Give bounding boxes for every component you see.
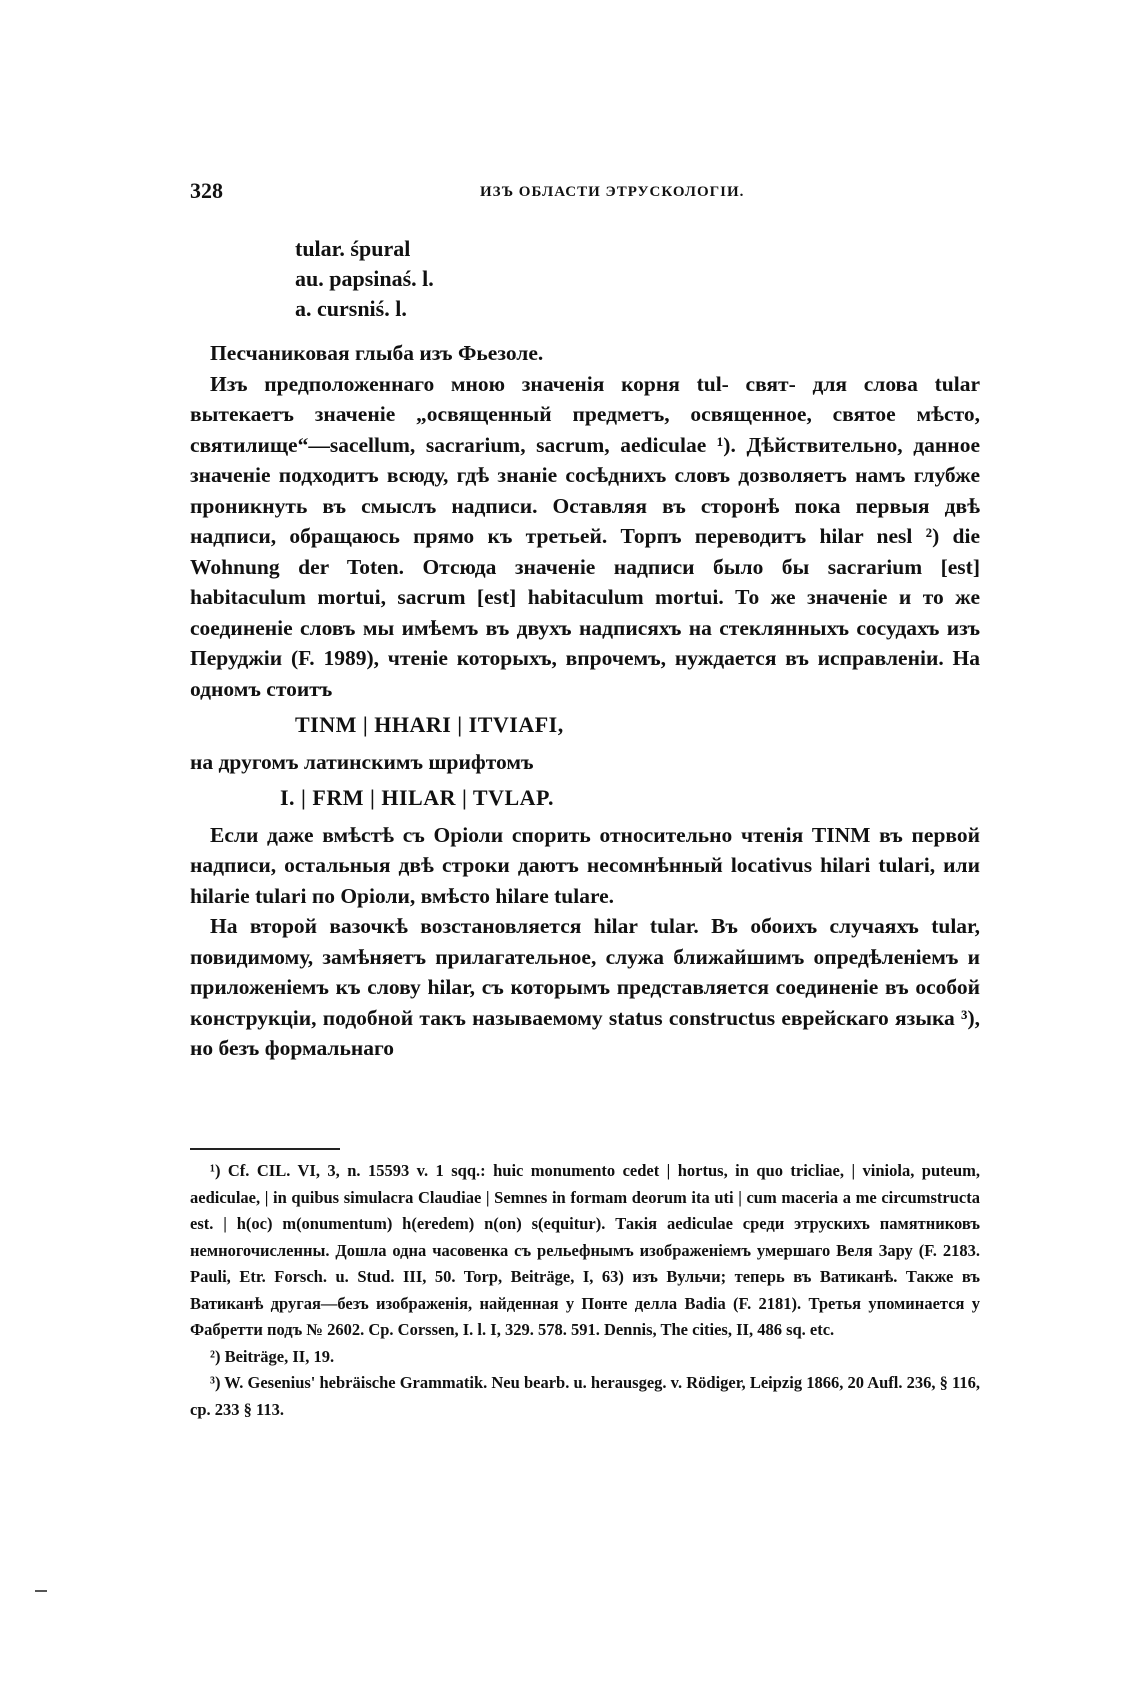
- caption: Песчаниковая глыба изъ Фьезоле.: [210, 341, 544, 365]
- page-number: 328: [190, 178, 223, 203]
- running-title: ИЗЪ ОБЛАСТИ ЭТРУСКОЛОГІИ.: [480, 184, 745, 200]
- footnotes: [190, 1158, 980, 1423]
- footnote: ²) Beiträge, II, 19.: [210, 1346, 335, 1366]
- margin-mark: [35, 1590, 47, 1592]
- inscription-block: [295, 234, 434, 324]
- paragraph: Если даже вмѣстѣ съ Оріоли спорить относительно чтенія TINM въ первой надписи, остальныя двѣ строки даютъ несомнѣнный locativus hilari tulari, или hilarie tulari по Оріоли, вмѣсто hilare tulare.: [190, 822, 980, 908]
- inscription-line: tular. śpural: [295, 236, 411, 261]
- transition-text: на другомъ латинскимъ шрифтомъ: [190, 749, 534, 774]
- main-text: [190, 338, 980, 1064]
- inscription-a: TINM | HHARI | ITVIAFI,: [295, 712, 564, 737]
- paragraph: Изъ предположеннаго мною значенія корня tul- свят- для слова tular вытекаетъ значеніе „освященный предметъ, освященное, святое мѣсто, святилище“—sacellum, sacrarium, sacrum, aediculae ¹). Дѣйствительно, данное значеніе подходитъ всюду, гдѣ знаніе сосѣднихъ словъ дозволяетъ намъ глубже проникнуть въ смыслъ надписи. Оставляя въ сторонѣ пока первыя двѣ надписи, обращаюсь прямо къ третьей. Торпъ переводитъ hilar nesl ²) die Wohnung der Toten. Отсюда значеніе надписи было бы sacrarium [est] habitaculum mortui, sacrum [est] habitaculum mortui. То же значеніе и то же соединеніе словъ мы имѣемъ въ двухъ надписяхъ на стеклянныхъ сосудахъ изъ Перуджіи (F. 1989), чтеніе которыхъ, впрочемъ, нуждается въ исправленіи. На одномъ стоитъ: [190, 371, 980, 701]
- footnote: ³) W. Gesenius' hebräische Grammatik. Neu bearb. u. herausgeg. v. Rödiger, Leipzig 1866, 20 Aufl. 236, § 116, cp. 233 § 113.: [190, 1373, 980, 1419]
- footnote-rule: [190, 1148, 340, 1150]
- paragraph: На второй вазочкѣ возстановляется hilar tular. Въ обоихъ случаяхъ tular, повидимому, замѣняетъ прилагательное, служа ближайшимъ опредѣленіемъ и приложеніемъ къ слову hilar, съ которымъ представляется соединеніе въ особой конструкціи, подобной такъ называемому status constructus еврейскаго языка ³), но безъ формальнаго: [190, 914, 980, 1060]
- inscription-line: a. cursniś. l.: [295, 296, 407, 321]
- inscription-line: au. papsinaś. l.: [295, 266, 434, 291]
- inscription-b: I. | FRM | HILAR | TVLAP.: [280, 785, 554, 810]
- footnote: ¹) Cf. CIL. VI, 3, n. 15593 v. 1 sqq.: huic monumento cedet | hortus, in quo tricliae, | viniola, puteum, aediculae, | in quibus simulacra Claudiae | Semnes in formam deorum ita uti | cum maceria a me circumstructa est. | h(oc) m(onumentum) h(eredem) n(on) s(equitur). Такія aediculae среди этрускихъ памятниковъ немногочисленны. Дошла одна часовенка съ рельефнымъ изображеніемъ умершаго Веля Зару (F. 2183. Pauli, Etr. Forsch. u. Stud. III, 50. Torp, Beiträge, I, 63) изъ Вульчи; теперь въ Ватиканѣ. Также въ Ватиканѣ другая—безъ изображенія, найденная у Понте делла Badia (F. 2181). Третья упоминается у Фабретти подъ № 2602. Ср. Corssen, I. l. I, 329. 578. 591. Dennis, The cities, II, 486 sq. etc.: [190, 1161, 980, 1339]
